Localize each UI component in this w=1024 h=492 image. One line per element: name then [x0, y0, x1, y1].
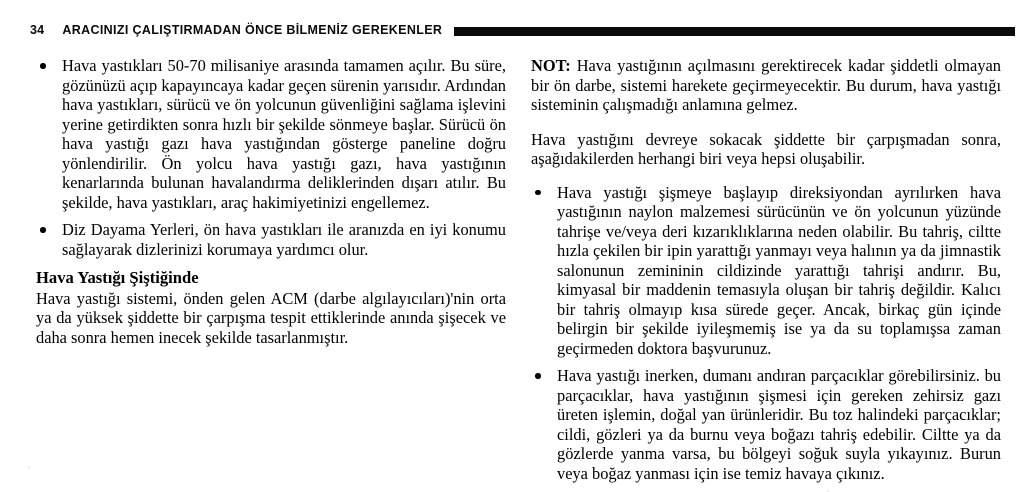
bullet-dot-icon — [40, 63, 46, 69]
left-bullet-list — [36, 56, 506, 259]
bullet-dot-icon — [40, 227, 46, 233]
note-text: Hava yastığının açılmasını gerektirecek kadar şiddetli olmayan bir ön darbe, sistemi harekete geçirmeyecektir. Bu durum, hava yastığı sisteminin çalışmadığı anlamına gelmez. — [531, 56, 1001, 114]
header-rule-bar — [454, 27, 1015, 36]
bullet-dot-icon — [535, 373, 541, 379]
page-running-header — [0, 20, 1024, 40]
list-item — [531, 366, 1001, 483]
list-item-text: Hava yastığı şişmeye başlayıp direksiyondan ayrılırken hava yastığının naylon malzemesi sürücünün ve ön yolcunun yüzünde tahrişe ve/veya deri kızarıklıklarına neden olabilir. Bu tahriş, ciltte hızla çekilen bir ipin yarattığı yanmayı veya halının ya da jimnastik salonunun zemininin cildizinde yarattığı tahrişi andırır. Bu, kimyasal bir maddenin temasıyla oluşan bir tahriş değildir. Kalıcı bir tahriş olmayıp kısa sürede geçer. Ancak, birkaç gün içinde belirgin bir şekilde iyileşmemiş ise ya da su toplamışsa zaman geçirmeden doktora başvurunuz. — [557, 182, 1001, 358]
note-label: NOT: — [531, 56, 571, 75]
bullet-dot-icon — [535, 190, 541, 196]
page-title: ARACINIZI ÇALIŞTIRMADAN ÖNCE BİLMENİZ GEREKENLER — [62, 23, 443, 37]
page-number: 34 — [30, 23, 45, 37]
list-item — [531, 183, 1001, 359]
list-item-text: Diz Dayama Yerleri, ön hava yastıkları ile aranızda en iyi konumu sağlayarak dizlerinizi korumaya yardımcı olur. — [62, 220, 506, 259]
list-item — [36, 56, 506, 212]
right-column-intro-paragraph: Hava yastığını devreye sokacak şiddette bir çarpışmadan sonra, aşağıdakilerden herhangi biri veya hepsi oluşabilir. — [531, 129, 1001, 168]
list-item-text: Hava yastığı inerken, dumanı andıran parçacıklar görebilirsiniz. bu parçacıklar, hava yastığının şişmesi için gereken zehirsiz gazı üreten işlemin, doğal yan ürünleridir. Bu toz halindeki parçacıklar; cildi, gözleri ya da burnu veya boğazı tahriş edebilir. Ciltte ya da gözlerde yanma varsa, bu bölgeyi soğuk suyla yıkayınız. Burun veya boğaz yanması için ise temiz havaya çıkınız. — [557, 366, 1001, 483]
scan-artifact — [506, 300, 508, 302]
left-column — [36, 56, 506, 347]
left-column-paragraph: Hava yastığı sistemi, önden gelen ACM (darbe algılayıcıları)'nin orta ya da yüksek şiddette bir çarpışma tespit ettiklerinde anında şişecek ve daha sonra hemen inecek şekilde tasarlanmıştır. — [36, 288, 506, 347]
right-column — [531, 56, 1001, 483]
section-heading-hava-yastigi-sistiginde: Hava Yastığı Şiştiğinde — [36, 268, 199, 287]
list-item-text: Hava yastıkları 50-70 milisaniye arasında tamamen açılır. Bu süre, gözünüzü açıp kapayıncaya kadar geçen sürenin yarısıdır. Ardından hava yastıkları, sürücü ve ön yolcunun güvenliğini sağlama işlevini yerine getirdikten sonra hızlı bir şekilde sönmeye başlar. Sürücü ön hava yastığı gazı hava yastığından gösterge paneline doğru yönlendirilir. Ön yolcu hava yastığı gazı, hava yastığının kenarlarında bulunan havalandırma deliklerinden dışarı atılır. Bu şekilde, hava yastıkları, araç hakimiyetinizi engellemez. — [62, 56, 506, 212]
right-bullet-list — [531, 183, 1001, 484]
note-paragraph — [531, 56, 1001, 115]
list-item — [36, 220, 506, 259]
scan-artifact — [28, 466, 30, 469]
